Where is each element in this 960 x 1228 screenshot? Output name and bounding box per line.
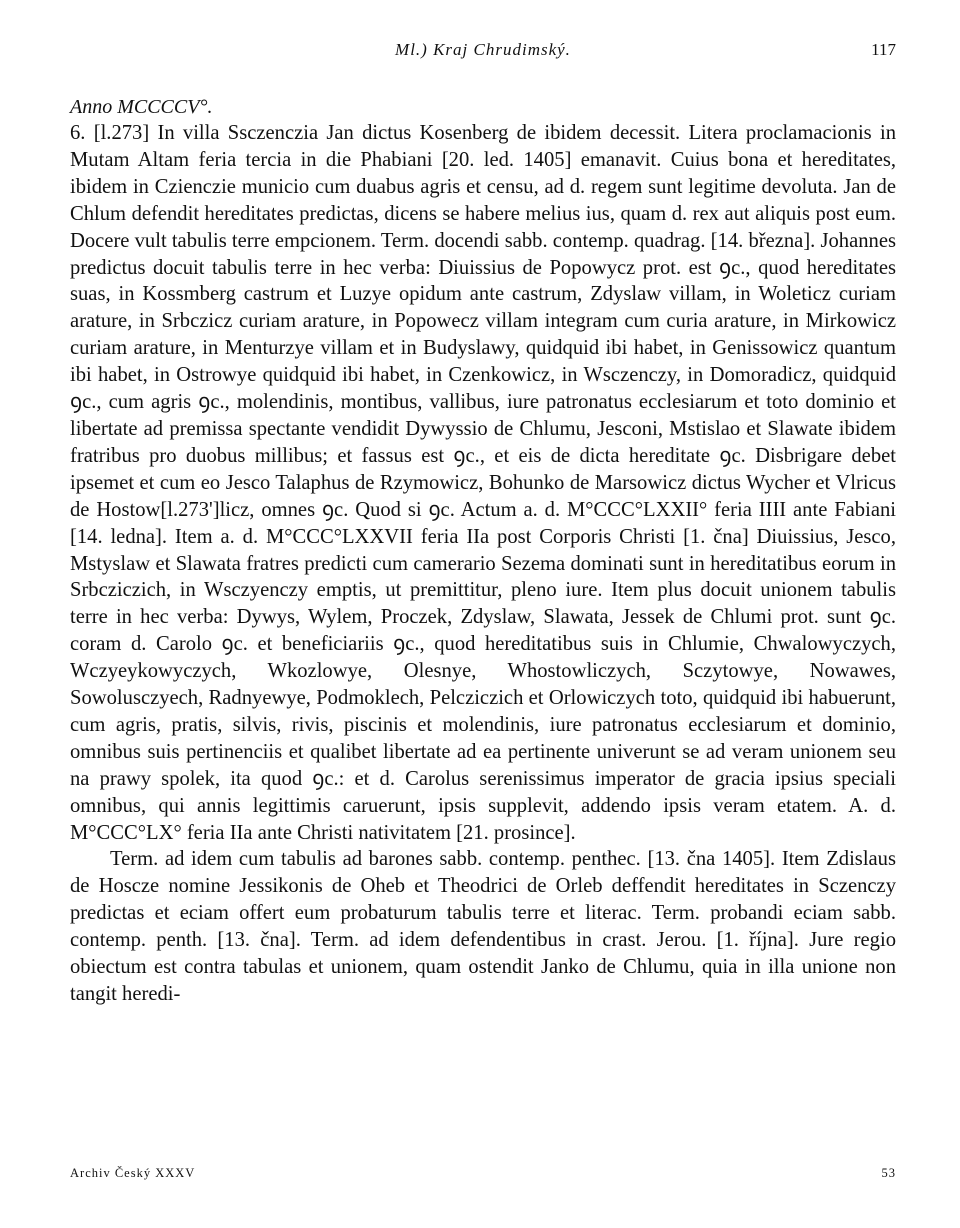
footer-signature: 53 bbox=[881, 1166, 896, 1180]
paragraph-1: 6. [l.273] In villa Ssczenczia Jan dictus Kosenberg de ibidem decessit. Litera proclamacionis in Mutam Altam feria tercia in die Phabiani [20. led. 1405] emanavit. Cuius bona et hereditates, ibidem in Czienczie municio cum duabus agris et censu, ad d. regem sunt legitime devoluta. Jan de Chlum defendit hereditates predictas, dicens se habere melius ius, quam d. rex aut aliquis post eum. Docere vult tabulis terre empcionem. Term. docendi sabb. contemp. quadrag. [14. března]. Johannes predictus docuit tabulis terre in hec verba: Diuissius de Popowycz prot. est ꝯc., quod hereditates suas, in Kossmberg castrum et Luzye opidum ante castrum, Zdyslaw villam, in Woleticz curiam arature, in Srbczicz curiam arature, in Popowecz villam integram cum curia arature, in Mirkowicz curiam arature, in Menturzye villam et in Budyslawy, quidquid ibi habet, in Genissowicz quantum ibi habet, in Ostrowye quidquid ibi habet, in Czenkowicz, in Wsczenczy, in Domoradicz, quidquid ꝯc., cum agris ꝯc., molendinis, montibus, vallibus, iure patronatus ecclesiarum et toto dominio et libertate ad premissa spectante vendidit Dywyssio de Chlumu, Jesconi, Mstislao et Slawate ibidem fratribus pro duobus millibus; et fassus est ꝯc., et eis de dicta hereditate ꝯc. Disbrigare debet ipsemet et cum eo Jesco Talaphus de Rzymowicz, Bohunko de Marsowicz dictus Wycher et Vlricus de Hostow[l.273']licz, omnes ꝯc. Quod si ꝯc. Actum a. d. M°CCC°LXXII° feria IIII ante Fabiani [14. ledna]. Item a. d. M°CCC°LXXVII feria IIa post Corporis Christi [1. čna] Diuissius, Jesco, Mstyslaw et Slawata fratres predicti cum camerario Sezema dominati sunt in hereditatibus eorum in Srbcziczich, in Wsczyenczy emptis, ut premittitur, pleno iure. Item plus docuit unionem tabulis terre in hec verba: Dywys, Wylem, Proczek, Zdyslaw, Slawata, Jessek de Chlumi prot. sunt ꝯc. coram d. Carolo ꝯc. et beneficiariis ꝯc., quod hereditatibus suis in Chlumie, Chwalowyczych, Wczyeykowyczych, Wkozlowye, Olesnye, Whostowliczych, Sczytowye, Nowawes, Sowolusczyech, Radnyewye, Podmoklech, Pelcziczich et Orlowiczych toto, quidquid ibi habuerunt, cum agris, pratis, silvis, rivis, piscinis et molendinis, iure patronatus ecclesiarum et dominio, omnibus suis pertinenciis et qualibet libertate ad ea pertinente univerunt se ad veram unionem seu na prawy spolek, ita quod ꝯc.: et d. Carolus serenissimus imperator de gracia ipsius speciali omnibus, qui annis legittimis caruerunt, ipsis supplevit, addendo ipsis veram etatem. A. d. M°CCC°LX° feria IIa ante Christi nativitatem [21. prosince]. bbox=[70, 122, 896, 844]
page bbox=[70, 40, 896, 1180]
running-header bbox=[70, 40, 896, 70]
paragraph-2: Term. ad idem cum tabulis ad barones sabb. contemp. penthec. [13. čna 1405]. Item Zdislaus de Hoscze nomine Jessikonis de Oheb et Theodrici de Orleb deffendit hereditates in Sczenczy predictas et eciam offert eum probaturum tabulis terre et literac. Term. probandi eciam sabb. contemp. penth. [13. čna]. Term. ad idem defendentibus in crast. Jerou. [1. října]. Jure regio obiectum est contra tabulas et unionem, quam ostendit Janko de Chlumu, quia in illa unione non tangit heredi- bbox=[70, 848, 896, 1005]
page-footer bbox=[70, 1166, 896, 1186]
body-text bbox=[70, 120, 896, 1008]
year-heading: Anno MCCCCV°. bbox=[70, 96, 213, 118]
header-title: Ml.) Kraj Chrudimský. bbox=[395, 40, 571, 59]
footer-volume: Archiv Český XXXV bbox=[70, 1166, 196, 1180]
page-number: 117 bbox=[871, 40, 896, 59]
